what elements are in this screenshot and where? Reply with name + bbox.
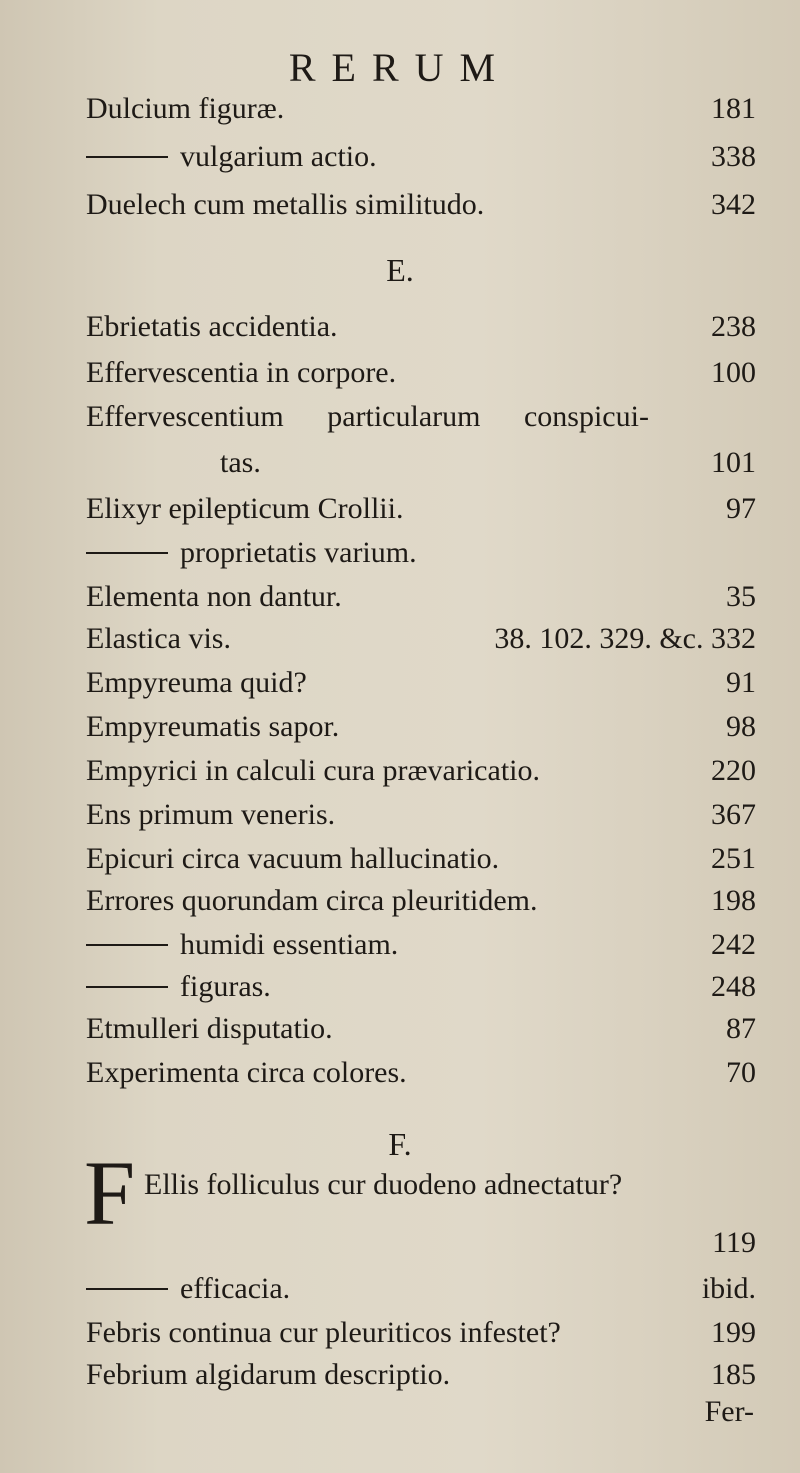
- index-entry: [86, 356, 756, 400]
- index-entry: [86, 842, 756, 886]
- index-entry: [86, 1358, 756, 1402]
- ditto-dash: [86, 156, 168, 158]
- entry-page: 87: [726, 1012, 756, 1045]
- entry-page: ibid.: [701, 1272, 756, 1305]
- index-entry: [86, 970, 756, 1014]
- entry-page: 199: [711, 1316, 756, 1349]
- entry-term: Epicuri circa vacuum hallucinatio.: [86, 842, 500, 875]
- index-entry: [86, 310, 756, 354]
- index-entry: [86, 1316, 756, 1360]
- entry-term: vulgarium actio.: [86, 140, 377, 174]
- entry-page: 251: [711, 842, 756, 875]
- index-entry: [86, 884, 756, 928]
- entry-page: 185: [711, 1358, 756, 1391]
- entry-page: 181: [711, 92, 756, 125]
- entry-term: Ens primum veneris.: [86, 798, 336, 831]
- entry-term: tas.: [220, 446, 261, 479]
- entry-page: 97: [726, 492, 756, 525]
- index-entry: [86, 1272, 756, 1316]
- entry-page: 35: [726, 580, 756, 613]
- ditto-dash: [86, 944, 168, 946]
- running-header: RERUM: [288, 45, 512, 90]
- index-entry: [86, 666, 756, 710]
- index-entry: [86, 492, 756, 536]
- index-entry: [86, 1226, 756, 1270]
- entry-term: humidi essentiam.: [86, 928, 398, 962]
- index-entry: [86, 140, 756, 184]
- entry-term: Elixyr epilepticum Crollii.: [86, 492, 404, 525]
- entry-page: 242: [711, 928, 756, 961]
- index-entry: [86, 754, 756, 798]
- entry-page: 238: [711, 310, 756, 343]
- entry-page: 198: [711, 884, 756, 917]
- entry-page: 119: [712, 1226, 756, 1259]
- entry-page: 367: [711, 798, 756, 831]
- drop-cap: F: [84, 1142, 136, 1244]
- entry-term: Ebrietatis accidentia.: [86, 310, 338, 343]
- index-entry: [86, 622, 756, 666]
- index-entry: [86, 536, 756, 580]
- section-letter-e: E.: [386, 252, 414, 288]
- entry-term: Elementa non dantur.: [86, 580, 342, 613]
- entry-page: 100: [711, 356, 756, 389]
- index-entry: [86, 798, 756, 842]
- entry-page: 101: [711, 446, 756, 479]
- entry-page: 342: [711, 188, 756, 221]
- entry-term: proprietatis varium.: [86, 536, 417, 570]
- index-entry: [86, 580, 756, 624]
- entry-term: Elastica vis.: [86, 622, 231, 655]
- entry-page: 220: [711, 754, 756, 787]
- catchword: Fer-: [704, 1395, 754, 1428]
- entry-page: 91: [726, 666, 756, 699]
- index-entry: [86, 1012, 756, 1056]
- entry-term: Effervescentia in corpore.: [86, 356, 397, 389]
- index-entry: [86, 92, 756, 136]
- index-entry: [86, 1056, 756, 1100]
- section-letter-f: F.: [388, 1126, 412, 1162]
- ditto-dash: [86, 552, 168, 554]
- entry-term: Etmulleri disputatio.: [86, 1012, 333, 1045]
- index-entry: [86, 446, 756, 490]
- index-entry: [86, 928, 756, 972]
- index-entry: [86, 710, 756, 754]
- index-entry: [86, 400, 756, 444]
- entry-term: Ellis folliculus cur duodeno adnectatur?: [144, 1168, 623, 1201]
- entry-page: 248: [711, 970, 756, 1003]
- index-entry: [86, 188, 756, 232]
- ditto-dash: [86, 986, 168, 988]
- entry-term: Empyreumatis sapor.: [86, 710, 340, 743]
- entry-term: Empyreuma quid?: [86, 666, 307, 699]
- entry-term: Febris continua cur pleuriticos infestet?: [86, 1316, 561, 1349]
- entry-term: Duelech cum metallis similitudo.: [86, 188, 485, 221]
- entry-term: Experimenta circa colores.: [86, 1056, 407, 1089]
- entry-page: 38. 102. 329. &c. 332: [494, 622, 756, 655]
- entry-term: Errores quorundam circa pleuritidem.: [86, 884, 538, 917]
- entry-page: 70: [726, 1056, 756, 1089]
- entry-term: figuras.: [86, 970, 271, 1004]
- entry-term: Dulcium figuræ.: [86, 92, 285, 125]
- entry-page: 338: [711, 140, 756, 173]
- entry-term: Effervescentium particularum conspicui-: [86, 400, 649, 433]
- entry-term: efficacia.: [86, 1272, 290, 1306]
- index-entry: [86, 1168, 756, 1212]
- entry-term: Febrium algidarum descriptio.: [86, 1358, 451, 1391]
- ditto-dash: [86, 1288, 168, 1290]
- entry-page: 98: [726, 710, 756, 743]
- entry-term: Empyrici in calculi cura prævaricatio.: [86, 754, 540, 787]
